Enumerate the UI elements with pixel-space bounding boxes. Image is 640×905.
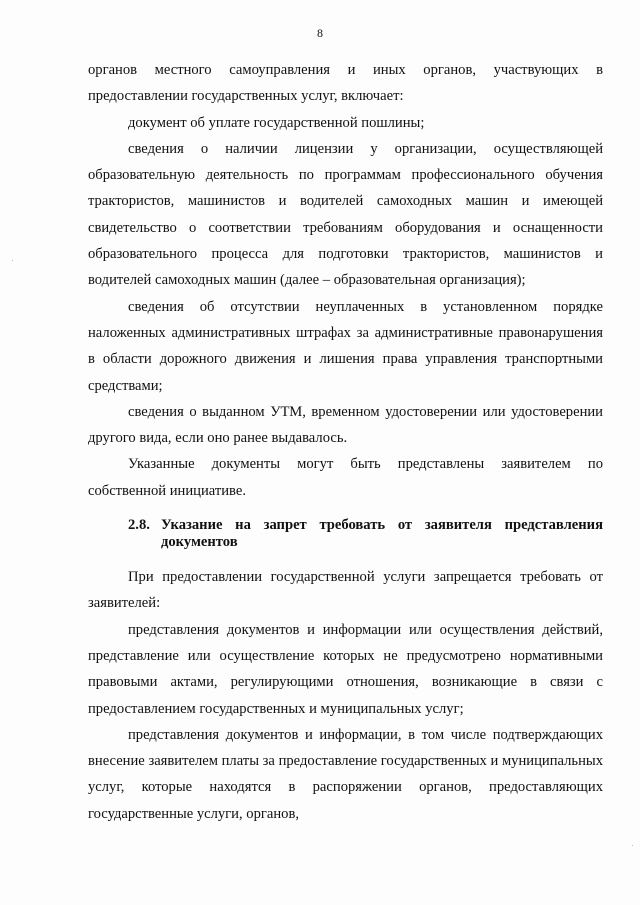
paragraph: сведения о наличии лицензии у организации, осуществляющей образовательную деятельность по программам профессионального обучения трактористов, машинистов и водителей самоходных машин и имеющей свидетельство о соответствии требованиям оборудования и оснащенности образовательного процесса для подготовки трактористов, машинистов и водителей самоходных машин (далее – образовательная организация); (88, 140, 603, 289)
section-title: Указание на запрет требовать от заявителя представления документов (161, 517, 603, 551)
scan-speck (12, 260, 13, 261)
paragraph: представления документов и информации или осуществления действий, представление или осуществление которых не предусмотрено нормативными правовыми актами, регулирующими отношения, возникающие в связи с предоставлением государственных и муниципальных услуг; (88, 621, 603, 717)
paragraph: При предоставлении государственной услуги запрещается требовать от заявителей: (88, 569, 603, 612)
paragraph: Указанные документы могут быть представлены заявителем по собственной инициативе. (88, 456, 603, 499)
document-body (88, 57, 603, 827)
paragraphs-before-section (88, 57, 603, 504)
paragraphs-after-section (88, 564, 603, 827)
section-heading (88, 517, 603, 551)
section-number: 2.8. (128, 517, 150, 534)
paragraph: органов местного самоуправления и иных органов, участвующих в предоставлении государственных услуг, включает: (88, 62, 603, 105)
paragraph: документ об уплате государственной пошлины; (128, 114, 425, 131)
scan-speck (632, 845, 633, 846)
paragraph: представления документов и информации, в том числе подтверждающих внесение заявителем платы за предоставление государственных и муниципальных услуг, которые находятся в распоряжении органов, предоставляющих государственные услуги, органов, (88, 726, 603, 822)
paragraph: сведения об отсутствии неуплаченных в установленном порядке наложенных административных штрафах за административные правонарушения в области дорожного движения и лишения права управления транспортными средствами; (88, 298, 603, 394)
page-number: 8 (317, 26, 323, 40)
paragraph: сведения о выданном УТМ, временном удостоверении или удостоверении другого вида, если оно ранее выдавалось. (88, 403, 603, 447)
